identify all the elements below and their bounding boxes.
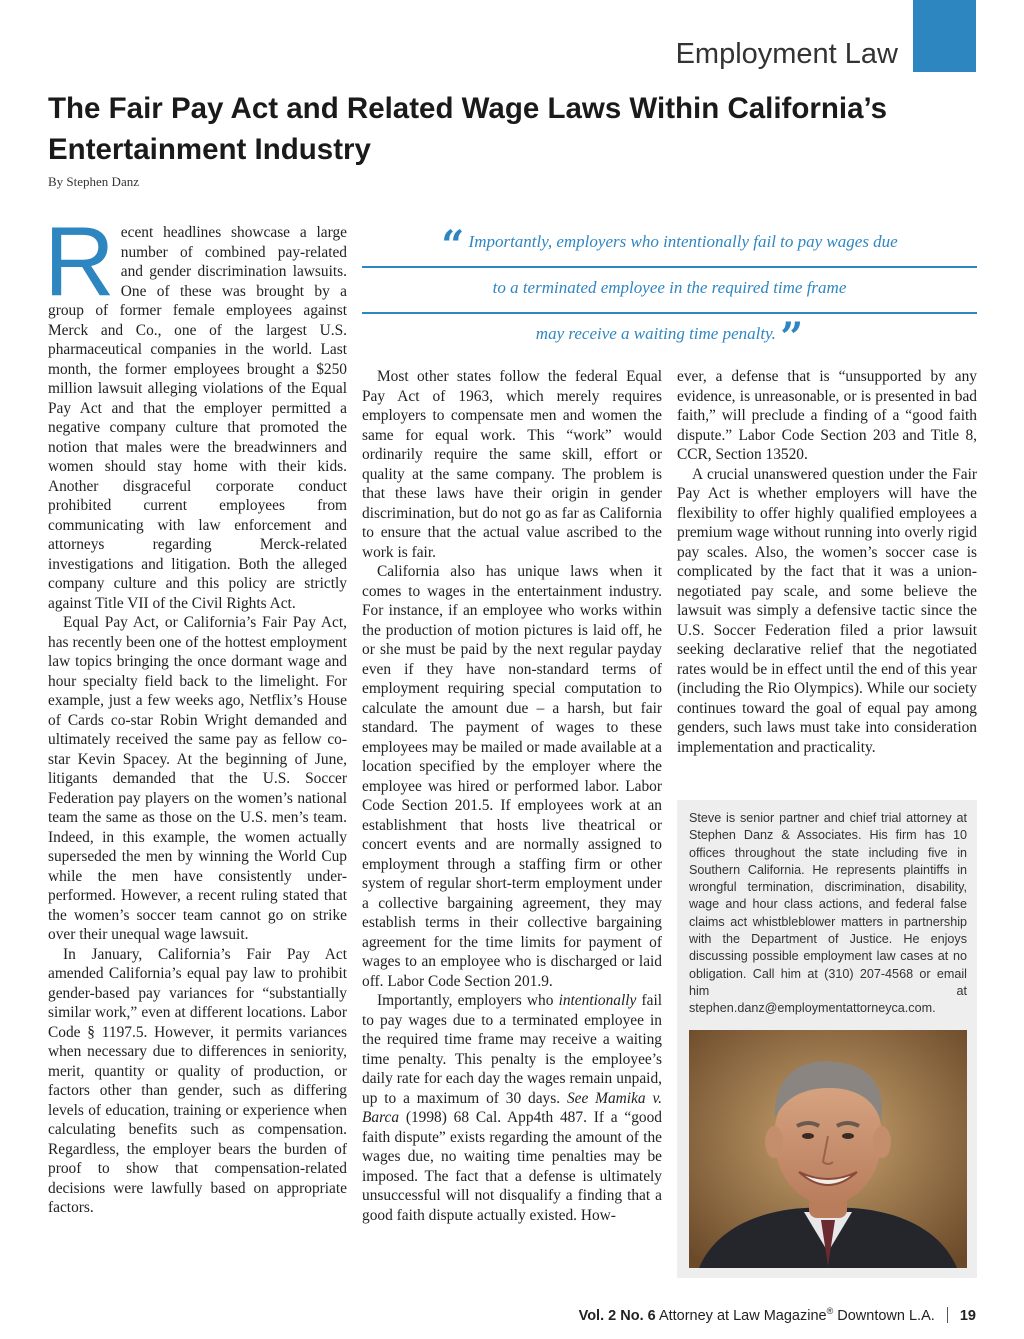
pull-quote <box>362 222 977 361</box>
article-column-1 <box>44 206 347 1218</box>
pull-quote-line: “ Importantly, employers who intentionally fail to pay wages due <box>362 222 977 268</box>
paragraph: Equal Pay Act, or California’s Fair Pay Act, has recently been one of the hottest employment law topics bringing the once dormant wage and hour specialty field back to the limelight. For example, just a few weeks ago, Netflix’s House of Cards co-star Robin Wright demanded and ultimately received the same pay as fellow co-star Kevin Spacey. At the beginning of June, litigants demanded that the U.S. Soccer Federation pay players on the women’s national team the same as those on the U.S. men’s team. Indeed, in this example, the women actually superseded the men by winning the World Cup while the men have consistently under-performed. However, a recent ruling stated that the women’s soccer team cannot go on strike over their unequal wage lawsuit. <box>48 614 347 943</box>
issue-number: Vol. 2 No. 6 <box>578 1307 656 1324</box>
page-number: 19 <box>959 1307 976 1324</box>
paragraph: A crucial unanswered question under the Fair Pay Act is whether employers will have the flexibility to offer highly qualified employees a premium wage without running into overly rigid pay scales. Also, the women’s soccer case is complicated by the fact that it was a union-negotiated pay scale, and some believe the lawsuit was simply a defensive tactic since the U.S. Soccer Federation filed a prior lawsuit seeking declarative relief that the negotiated rates would be in effect until the end of this year (including the Rio Olympics). While our society continues toward the goal of equal pay among genders, such laws must take into consideration implementation and practicality. <box>677 465 977 756</box>
article-column-2 <box>362 367 662 1225</box>
case-citation: See Mamika v. Barca <box>362 1089 662 1126</box>
article-title: The Fair Pay Act and Related Wage Laws Within California’s Entertainment Industry <box>48 92 888 166</box>
author-bio-box <box>677 800 977 1278</box>
section-color-tab <box>913 0 976 72</box>
author-portrait <box>689 1030 967 1268</box>
paragraph: California also has unique laws when it comes to wages in the entertainment industry. For instance, if an employee who works within the production of motion pictures is laid off, he or she must be paid by the next regular payday even if they have non-standard terms of employment requiring special computation to calculate the amount due – a harsh, but fair standard. The payment of wages to these employees may be mailed or made available at a location specified by the employer where the employee was hired or performed labor. Labor Code Section 201.5. If employees work at an establishment that hosts live theatrical or concert events and are normally assigned to employment through a staffing firm or other system of regular short-term employment under a collective bargaining agreement, they may establish terms in their collective bargaining agreement for the time limits for payment of wages to an employee who is discharged or laid off. Labor Code Section 201.9. <box>362 563 662 990</box>
pull-quote-line: to a terminated employee in the required time frame <box>362 268 977 314</box>
section-label: Employment Law <box>675 38 898 70</box>
paragraph: In January, California’s Fair Pay Act amended California’s equal pay law to prohibit gender-based pay variances for “substantially similar work,” even at different locations. Labor Code § 1197.5. However, it permits variances when necessary due to differences in seniority, merit, quantity or quality of production, or factors other than gender, such as differing levels of education, training or experience when calculating benefits such as compensation. Regardless, the employer bears the burden of proof to show that compensation-related decisions were lawfully based on appropriate factors. <box>48 945 347 1216</box>
open-quote-mark: “ <box>441 222 465 269</box>
article-column-3 <box>677 367 977 757</box>
drop-cap: R <box>44 206 115 316</box>
registered-mark: ® <box>826 1306 834 1316</box>
magazine-name: Attorney at Law Magazine <box>658 1307 827 1324</box>
page-footer <box>579 1306 976 1324</box>
author-bio-text: Steve is senior partner and chief trial attorney at Stephen Danz & Associates. His firm has 10 offices throughout the state including five in Southern California. He represents plaintiffs in wrongful termination, discrimination, disability, wage and hour class actions, and federal false claims act whistbleblower matters in partnership with the Department of Justice. He enjoys discussing possible employment law cases at no obligation. Call him at (310) 207-4568 or email him at stephen.danz@employmentattorneyca.com. <box>689 811 967 1016</box>
pull-quote-line: may receive a waiting time penalty. ” <box>535 314 804 361</box>
paragraph: Most other states follow the federal Equal Pay Act of 1963, which merely requires employers to compensate men and women the same for equal work. This “work” would ordinarily require the same skill, effort or quality at the same company. The problem is that these laws have their origin in gender discrimination, but do not go as far as California to ensure that the actual value ascribed to the work is fair. <box>362 368 662 561</box>
paragraph: ever, a defense that is “unsupported by any evidence, is unreasonable, or is presented in bad faith,” will preclude a finding of a “good faith dispute.” Labor Code Section 203 and Title 8, CCR, Section 13520. <box>677 368 977 463</box>
portrait-photo <box>689 1030 967 1268</box>
close-quote-mark: ” <box>780 314 804 361</box>
paragraph: Importantly, employers who intentionally fail to pay wages due to a terminated employee in the required time frame may receive a waiting time penalty. This penalty is the employee’s daily rate for each day the wages remain unpaid, up to a maximum of 30 days. See Mamika v. Barca (1998) 68 Cal. App4th 487. If a “good faith dispute” exists regarding the amount of the wages due, no waiting time penalties may be imposed. The fact that a defense is ultimately unsuccessful will not disqualify a finding that a good faith dispute actually existed. How- <box>362 992 663 1224</box>
edition-name: Downtown L.A. <box>837 1307 935 1324</box>
paragraph: Recent headlines showcase a large number of combined pay-related and gender discrimination lawsuits. One of these was brought by a group of former female employees against Merck and Co., one of the largest U.S. pharmaceutical companies in the world. Last month, the former employees brought a $250 million lawsuit alleging violations of the Equal Pay Act and that the employer permitted a negative company culture that promoted the notion that males were the breadwinners and women should stay home with their kids. Another disgraceful corporate conduct prohibited current employees from communicating with law enforcement and attorneys regarding Merck-related investigations and litigation. Both the alleged company culture and this policy are strictly against Title VII of the Civil Rights Act. <box>44 206 347 612</box>
byline: By Stephen Danz <box>48 174 139 189</box>
footer-divider <box>947 1307 948 1323</box>
